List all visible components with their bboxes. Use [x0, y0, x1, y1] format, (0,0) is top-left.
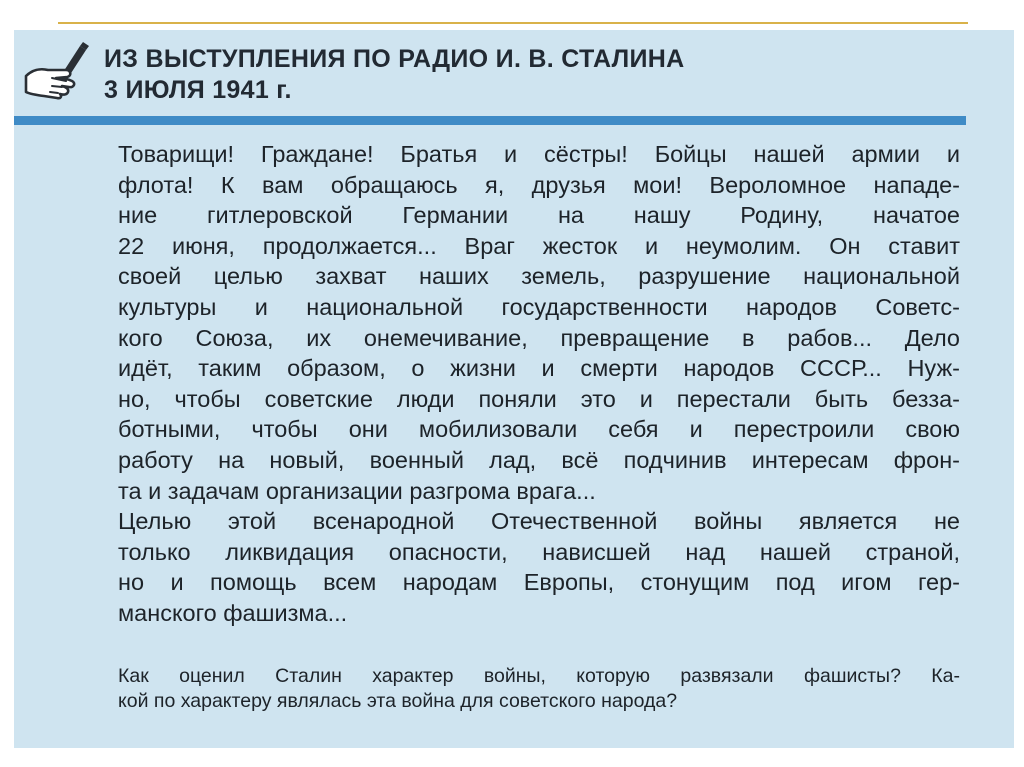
section-heading [104, 44, 924, 106]
heading-line-1: ИЗ ВЫСТУПЛЕНИЯ ПО РАДИО И. В. СТАЛИНА [104, 45, 685, 73]
excerpt-line: кого Союза, их онемечивание, превращение в рабов... Дело [118, 324, 960, 351]
excerpt-line: флота! К вам обращаюсь я, друзья мои! Вероломное нападе- [118, 171, 960, 198]
excerpt-line: но, чтобы советские люди поняли это и перестали быть безза- [118, 385, 960, 412]
excerpt-line: работу на новый, военный лад, всё подчинив интересам фрон- [118, 446, 960, 473]
speech-excerpt [118, 139, 960, 629]
heading-line-2: 3 ИЮЛЯ 1941 г. [104, 76, 292, 104]
review-question [118, 664, 960, 714]
question-line: кой по характеру являлась эта война для советского народа? [118, 690, 678, 712]
excerpt-line: Целью этой всенародной Отечественной войны является не [118, 508, 960, 535]
excerpt-line: идёт, таким образом, о жизни и смерти народов СССР... Нуж- [118, 355, 960, 382]
excerpt-line: только ликвидация опасности, нависшей над нашей страной, [118, 538, 960, 565]
heading-underline-band [14, 116, 966, 125]
excerpt-line: 22 июня, продолжается... Враг жесток и неумолим. Он ставит [118, 232, 960, 259]
excerpt-line: но и помощь всем народам Европы, стонущим под игом гер- [118, 569, 960, 596]
question-line: Как оценил Сталин характер войны, которую развязали фашисты? Ка- [118, 665, 960, 687]
excerpt-line: ние гитлеровской Германии на нашу Родину, начатое [118, 202, 960, 229]
excerpt-line: ботными, чтобы они мобилизовали себя и перестроили свою [118, 416, 960, 443]
excerpt-line: своей целью захват наших земель, разрушение национальной [118, 263, 960, 290]
excerpt-line: манского фашизма... [118, 599, 348, 626]
textbook-page [14, 30, 1014, 748]
writing-hand-icon [22, 40, 94, 100]
excerpt-line: та и задачам организации разгрома врага... [118, 477, 596, 504]
excerpt-line: Товарищи! Граждане! Братья и сёстры! Бойцы нашей армии и [118, 141, 960, 167]
excerpt-line: культуры и национальной государственности народов Советс- [118, 293, 960, 320]
top-rule [58, 22, 968, 24]
